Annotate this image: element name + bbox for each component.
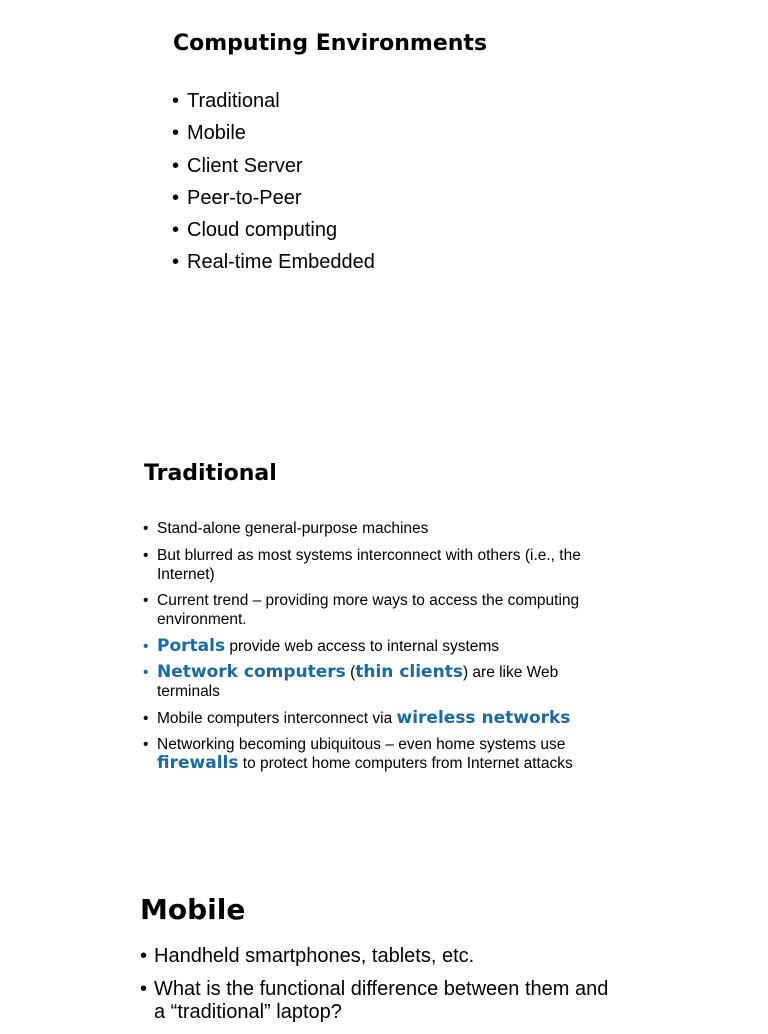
bullet-item: • But blurred as most systems interconnect with others (i.e., the Internet)	[143, 546, 623, 584]
bullet-item: • Peer-to-Peer	[172, 182, 375, 214]
bullet-item: • Real-time Embedded	[172, 246, 375, 278]
highlight-term: Network computers	[157, 662, 346, 682]
bullet-item: • Handheld smartphones, tablets, etc.	[140, 945, 620, 968]
bullet-list	[172, 85, 375, 279]
bullet-text: (	[345, 664, 356, 681]
bullet-item	[143, 637, 623, 656]
bullet-text: ) are like Web terminals	[157, 664, 559, 700]
bullet-item	[143, 709, 623, 728]
slide-title: Computing Environments	[173, 31, 488, 56]
bullet-item	[143, 735, 623, 773]
bullet-list	[143, 519, 623, 781]
slide-title: Mobile	[140, 893, 246, 926]
highlight-term: wireless networks	[396, 707, 571, 728]
bullet-list	[140, 945, 620, 1034]
bullet-item: • What is the functional difference between them and a “traditional” laptop?	[140, 978, 620, 1024]
slide-title: Traditional	[144, 461, 277, 486]
bullet-item: • Mobile	[172, 117, 375, 149]
bullet-text: Mobile computers interconnect via	[157, 709, 397, 727]
highlight-term: Portals	[157, 635, 226, 656]
highlight-term: thin clients	[355, 662, 463, 682]
bullet-item: • Cloud computing	[172, 214, 375, 246]
bullet-text: Networking becoming ubiquitous – even home systems use	[157, 736, 566, 753]
bullet-item: • Traditional	[172, 85, 375, 117]
bullet-text: provide web access to internal systems	[225, 637, 500, 655]
bullet-item: • Client Server	[172, 150, 375, 182]
bullet-item	[143, 663, 623, 701]
bullet-item: • Current trend – providing more ways to access the computing environment.	[143, 591, 623, 629]
highlight-term: firewalls	[157, 753, 239, 773]
bullet-text: to protect home computers from Internet attacks	[238, 755, 573, 772]
bullet-item: • Stand-alone general-purpose machines	[143, 519, 623, 538]
